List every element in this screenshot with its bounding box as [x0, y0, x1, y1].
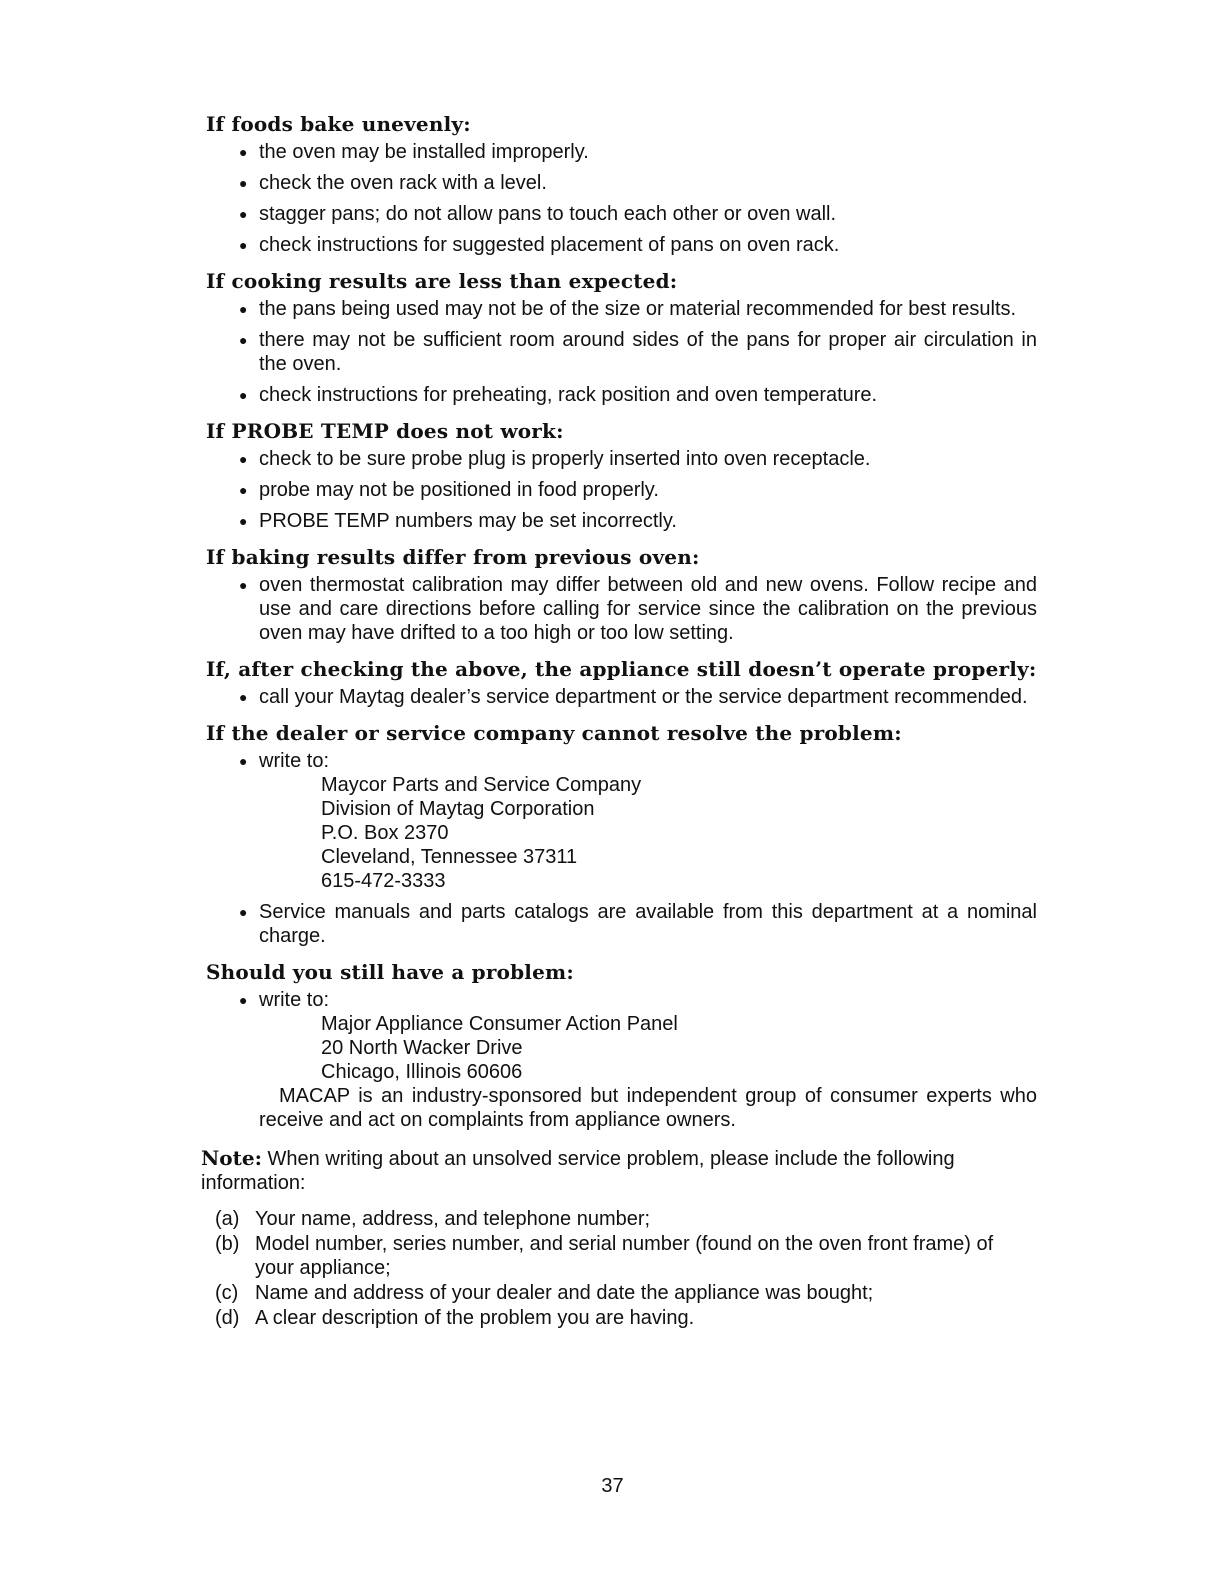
bullet-list: [201, 140, 1037, 257]
section-still-have-problem: [201, 960, 1037, 1132]
section-heading: Should you still have a problem:: [206, 960, 574, 984]
note-item: [215, 1281, 1037, 1305]
bullet-item: ● check instructions for preheating, rack position and oven temperature.: [239, 383, 1037, 407]
bullet-list: [201, 749, 1037, 948]
page-number: 37: [601, 1475, 624, 1497]
item-marker: (b): [215, 1233, 240, 1255]
address-line: Division of Maytag Corporation: [321, 798, 595, 820]
section-still-not-operating: [201, 657, 1037, 709]
note-item: [215, 1207, 1037, 1231]
address-line: Chicago, Illinois 60606: [321, 1061, 523, 1083]
bullet-list: [201, 685, 1037, 709]
address-line: 20 North Wacker Drive: [321, 1037, 523, 1059]
document-page: [201, 112, 1037, 1331]
bullet-item: ● stagger pans; do not allow pans to touch each other or oven wall.: [239, 202, 1037, 226]
bullet-item: [239, 749, 1037, 893]
note-item: [215, 1306, 1037, 1330]
phone-number: 615-472-3333: [321, 870, 446, 892]
bullet-item: [239, 988, 1037, 1084]
item-marker: (d): [215, 1307, 240, 1329]
bullet-list: [201, 297, 1037, 407]
note-text: When writing about an unsolved service problem, please include the following information:: [201, 1148, 955, 1194]
bullet-item: ● there may not be sufficient room around sides of the pans for proper air circulation in the oven.: [239, 328, 1037, 376]
note-label: Note:: [201, 1146, 262, 1170]
write-to-label: write to:: [259, 750, 330, 772]
bullet-item: ● oven thermostat calibration may differ between old and new ovens. Follow recipe and use and care directions before calling for service since the calibration on the previous oven may have drifted to a too high or too low setting.: [239, 573, 1037, 645]
bullet-item: ● check the oven rack with a level.: [239, 171, 1037, 195]
note-paragraph: [201, 1146, 1037, 1195]
section-uneven-baking: [201, 112, 1037, 257]
bullet-list: [201, 988, 1037, 1084]
address-line: P.O. Box 2370: [321, 822, 449, 844]
section-heading: If the dealer or service company cannot resolve the problem:: [206, 721, 902, 745]
macap-description: MACAP is an industry-sponsored but independent group of consumer experts who receive and act on complaints from appliance owners.: [259, 1085, 1037, 1131]
address-line: Maycor Parts and Service Company: [321, 774, 642, 796]
bullet-item: ● probe may not be positioned in food properly.: [239, 478, 1037, 502]
bullet-list: [201, 447, 1037, 533]
write-to-label: write to:: [259, 989, 330, 1011]
item-text: Model number, series number, and serial number (found on the oven front frame) of your appliance;: [255, 1233, 994, 1279]
section-probe-temp: [201, 419, 1037, 533]
section-dealer-cannot-resolve: [201, 721, 1037, 948]
section-heading: If foods bake unevenly:: [206, 112, 471, 136]
item-text: A clear description of the problem you are having.: [255, 1307, 695, 1329]
bullet-item: ● call your Maytag dealer’s service department or the service department recommended.: [239, 685, 1037, 709]
bullet-item: ● the pans being used may not be of the size or material recommended for best results.: [239, 297, 1037, 321]
section-previous-oven: [201, 545, 1037, 645]
address-line: Major Appliance Consumer Action Panel: [321, 1013, 678, 1035]
item-text: Name and address of your dealer and date the appliance was bought;: [255, 1282, 874, 1304]
note-item-list: [201, 1207, 1037, 1330]
section-heading: If baking results differ from previous oven:: [206, 545, 700, 569]
bullet-item: ● check instructions for suggested placement of pans on oven rack.: [239, 233, 1037, 257]
section-heading: If cooking results are less than expected:: [206, 269, 678, 293]
item-marker: (a): [215, 1208, 240, 1230]
address-line: Cleveland, Tennessee 37311: [321, 846, 578, 868]
section-heading: If PROBE TEMP does not work:: [206, 419, 564, 443]
note-item: [215, 1232, 1037, 1280]
item-marker: (c): [215, 1282, 239, 1304]
item-text: Your name, address, and telephone number;: [255, 1208, 651, 1230]
bullet-list: [201, 573, 1037, 645]
section-heading: If, after checking the above, the appliance still doesn’t operate properly:: [206, 657, 1037, 681]
section-cooking-results: [201, 269, 1037, 407]
bullet-item: ● the oven may be installed improperly.: [239, 140, 1037, 164]
bullet-item: ● PROBE TEMP numbers may be set incorrectly.: [239, 509, 1037, 533]
bullet-item: ● Service manuals and parts catalogs are available from this department at a nominal charge.: [239, 900, 1037, 948]
mailing-address: [321, 773, 1037, 893]
bullet-item: ● check to be sure probe plug is properly inserted into oven receptacle.: [239, 447, 1037, 471]
mailing-address: [321, 1012, 1037, 1084]
